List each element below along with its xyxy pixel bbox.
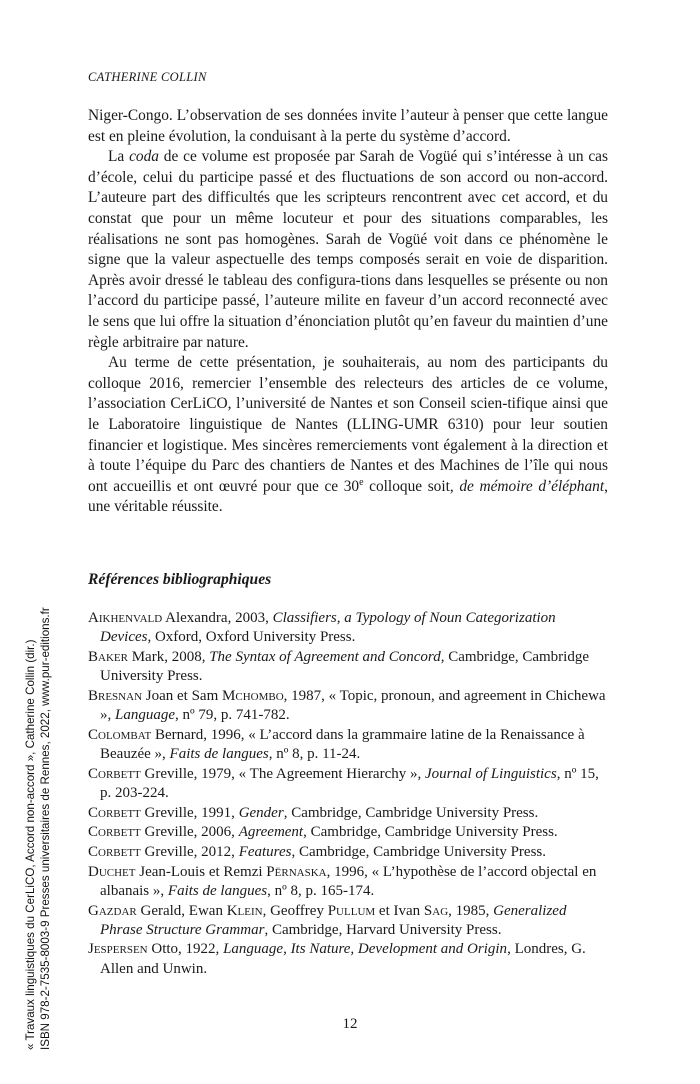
paragraph-2	[88, 147, 608, 353]
reference-details: , 1987, « Topic, pronoun, and agreement in Chichewa »,	[100, 687, 606, 724]
reference-publisher: , nº 15, p. 203-224.	[100, 765, 599, 801]
reference-details: Mark, 2008,	[127, 648, 210, 665]
reference-details: Greville, 1991,	[140, 804, 239, 821]
reference-item	[88, 843, 608, 862]
paragraph-2-start: La	[108, 148, 130, 166]
reference-publisher: , Cambridge, Cambridge University Press.	[291, 843, 546, 860]
reference-coauthor: Pullum	[327, 902, 376, 919]
reference-publisher: , nº 8, p. 165-174.	[267, 882, 375, 899]
reference-title: Faits de langues	[167, 882, 268, 899]
reference-publisher: , Londres, G. Allen and Unwin.	[100, 941, 586, 977]
reference-details: Joan et Sam	[142, 687, 223, 704]
paragraph-3-emphasis: de mémoire d’éléphant	[459, 477, 605, 495]
reference-title: Language, Its Nature, Development and Origin	[223, 941, 508, 958]
reference-details: , 1985,	[448, 902, 494, 919]
reference-details: , Geoffrey	[262, 902, 328, 919]
reference-details: Otto, 1922,	[147, 941, 224, 958]
reference-title: Gender	[238, 804, 284, 821]
page-number: 12	[342, 1016, 358, 1032]
reference-item	[88, 823, 608, 842]
reference-details: Greville, 1979, « The Agreement Hierarchy »,	[140, 765, 425, 782]
reference-coauthor: Klein	[226, 902, 263, 919]
reference-title: Language	[115, 707, 175, 724]
ordinal-superscript: e	[359, 476, 364, 488]
paragraph-3-start: Au terme de cette présentation, je souhaiterais, au nom des participants du colloque 2016, remercier l’ensemble des relecteurs des articles de ce volume, l’association CerLiCO, l’université de Nantes et son Conseil scien-tifique ainsi que le Laboratoire linguistique de Nantes (LLING-UMR 6310) pour leur soutien financier et logistique. Mes sincères remerciements vont également à la direction et à toute l’équipe du Parc des chantiers de Nantes et des Machines de l’île qui nous ont accueillis et ont œuvré pour que ce 30	[88, 354, 608, 495]
reference-title: Generalized Phrase Structure Grammar	[100, 902, 567, 938]
reference-details: Bernard, 1996, « L’accord dans la grammaire latine de la Renaissance à Beauzée »,	[100, 726, 585, 762]
reference-coauthor: Mchombo	[222, 687, 284, 704]
body-text	[88, 106, 608, 518]
running-head: CATHERINE COLLIN	[88, 70, 207, 84]
reference-details: Jean-Louis et Remzi	[135, 863, 267, 880]
reference-title: The Syntax of Agreement and Concord	[209, 648, 441, 665]
references-list	[88, 609, 608, 979]
paragraph-2-emphasis: coda	[129, 148, 159, 166]
reference-coauthor: Përnaska	[266, 863, 327, 880]
reference-item	[88, 902, 608, 940]
reference-item	[88, 940, 608, 978]
reference-item	[88, 648, 608, 686]
paragraph-3-middle: colloque soit,	[363, 477, 460, 495]
reference-publisher: , Cambridge, Harvard University Press.	[264, 921, 502, 938]
reference-author: Corbett	[88, 804, 141, 821]
reference-item	[88, 609, 608, 647]
reference-details: , 1996, « L’hypothèse de l’accord objectal en albanais »,	[100, 863, 597, 899]
reference-publisher: , Cambridge, Cambridge University Press.	[100, 648, 590, 685]
reference-author: Jespersen	[88, 941, 148, 958]
paragraph-3	[88, 353, 608, 518]
reference-coauthor: Sag	[423, 902, 449, 919]
reference-publisher: , Cambridge, Cambridge University Press.	[303, 824, 558, 841]
references-heading: Références bibliographiques	[88, 571, 272, 588]
reference-details: et Ivan	[375, 902, 424, 919]
reference-details: Alexandra, 2003,	[162, 610, 273, 626]
paragraph-1: Niger-Congo. L’observation de ses données invite l’auteur à penser que cette langue est en pleine évolution, la conduisant à la perte du système d’accord.	[88, 107, 608, 145]
reference-details: Greville, 2012,	[140, 843, 239, 860]
reference-title: Classifiers, a Typology of Noun Categorization Devices	[100, 610, 556, 646]
reference-title: Faits de langues	[169, 745, 269, 762]
reference-item	[88, 804, 608, 823]
side-note-line-2: ISBN 978-2-7535-8003-9 Presses universitaires de Rennes, 2022, www.pur-editions.fr	[38, 607, 52, 1050]
paragraph-2-rest: de ce volume est proposée par Sarah de Vogüé qui s’intéresse à un cas d’école, celui du participe passé et des fluctuations de son accord ou non-accord. L’auteure part des difficultés que les scripteurs rencontrent avec cet accord, et du constat que pour un même locuteur et pour des situations comparables, les réalisations ne sont pas homogènes. Sarah de Vogüé voit dans ce phénomène le signe que la valeur aspectuelle des temps composés serait en voie de disparition. Après avoir dressé le tableau des configura-tions dans lesquelles se présente ou non l’accord du participe passé, l’auteure milite en faveur d’un accord reconnecté avec le sens que lui offre la situation d’énonciation plutôt qu’en faveur du maintien d’une règle arbitraire par nature.	[88, 148, 608, 351]
paragraph-3-end: , une véritable réussite.	[88, 477, 608, 516]
reference-item	[88, 765, 608, 803]
reference-author: Colombat	[88, 726, 152, 743]
reference-author: Corbett	[88, 824, 141, 841]
reference-item	[88, 687, 608, 725]
reference-author: Duchet	[88, 863, 136, 880]
reference-publisher: , nº 79, p. 741-782.	[175, 707, 290, 724]
reference-title: Agreement	[238, 824, 304, 841]
reference-author: Corbett	[88, 765, 141, 782]
reference-publisher: , Oxford, Oxford University Press.	[147, 629, 356, 646]
reference-publisher: , nº 8, p. 11-24.	[268, 745, 361, 762]
reference-item	[88, 863, 608, 901]
reference-title: Journal of Linguistics	[425, 765, 557, 782]
reference-details: Gerald, Ewan	[136, 902, 227, 919]
reference-author: Bresnan	[88, 687, 143, 704]
reference-author: Baker	[88, 648, 128, 665]
reference-author: Aikhenvald	[88, 610, 163, 626]
reference-details: Greville, 2006,	[140, 824, 239, 841]
reference-publisher: , Cambridge, Cambridge University Press.	[283, 804, 539, 821]
reference-author: Gazdar	[88, 902, 137, 919]
reference-item	[88, 726, 608, 764]
side-copyright-note	[24, 607, 53, 1050]
side-note-line-1: « Travaux linguistiques du CerLiCO, Accord non-accord », Catherine Collin (dir.)	[24, 639, 37, 1050]
reference-author: Corbett	[88, 843, 141, 860]
reference-title: Features	[238, 843, 292, 860]
